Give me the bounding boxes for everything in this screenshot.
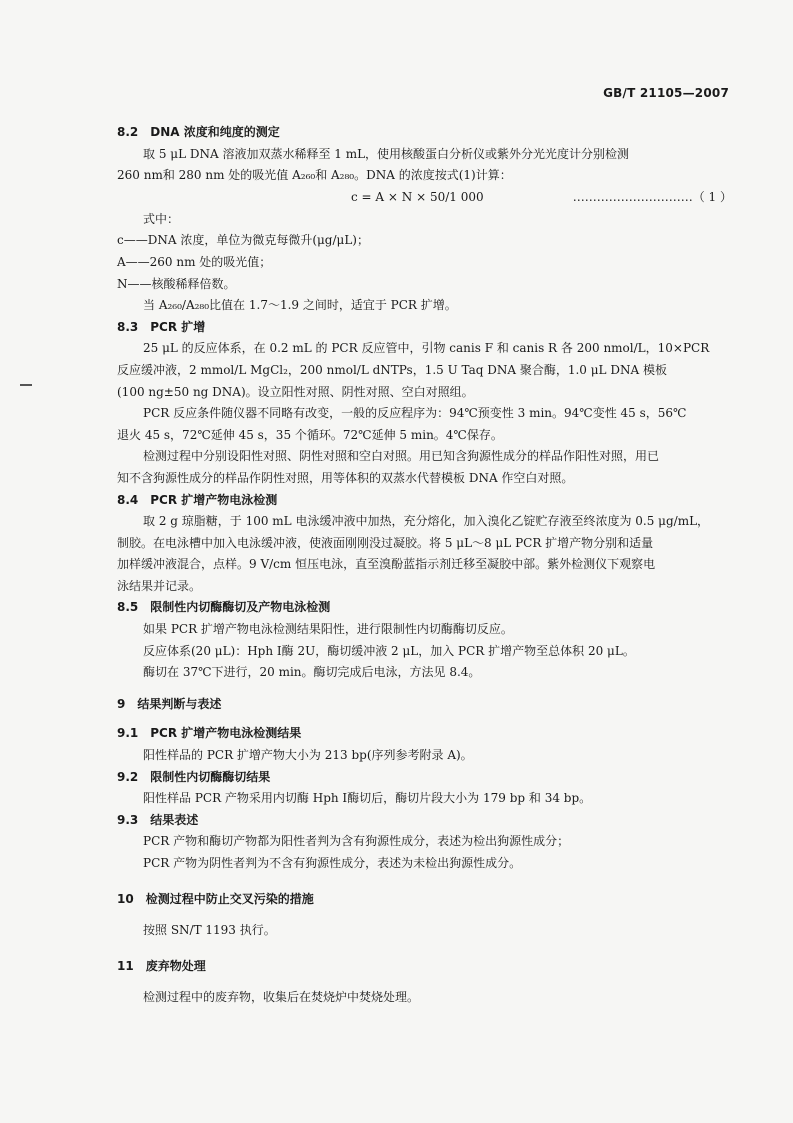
paragraph: PCR 产物和酶切产物都为阳性者判为含有狗源性成分，表述为检出狗源性成分； bbox=[143, 834, 570, 849]
paragraph: 知不含狗源性成分的样品作阴性对照，用等体积的双蒸水代替模板 DNA 作空白对照。 bbox=[117, 470, 574, 485]
paragraph: 阳性样品 PCR 产物采用内切酶 Hph Ⅰ酶切后，酶切片段大小为 179 bp 和 34 bp。 bbox=[143, 791, 592, 806]
paragraph: 加样缓冲液混合，点样。9 V/cm 恒压电泳，直至溴酚蓝指示剂迁移至凝胶中部。紫外检测仪下观察电 bbox=[117, 557, 656, 572]
formula: c = A × N × 50/1 000 bbox=[351, 189, 484, 204]
section-heading-11: 11 废弃物处理 bbox=[117, 958, 206, 973]
paragraph: 按照 SN/T 1193 执行。 bbox=[143, 923, 276, 938]
section-heading-8-2: 8.2 DNA 浓度和纯度的测定 bbox=[117, 125, 280, 139]
section-heading-9: 9 结果判断与表述 bbox=[117, 696, 222, 711]
formula-row bbox=[117, 187, 732, 209]
definition: A——260 nm 处的吸光值； bbox=[117, 254, 272, 269]
paragraph: 检测过程中的废弃物，收集后在焚烧炉中焚烧处理。 bbox=[143, 990, 420, 1005]
paragraph: 检测过程中分别设阳性对照、阴性对照和空白对照。用已知含狗源性成分的样品作阳性对照，用已 bbox=[143, 449, 660, 464]
paragraph: 阳性样品的 PCR 扩增产物大小为 213 bp(序列参考附录 A)。 bbox=[143, 748, 473, 763]
paragraph: 取 2 g 琼脂糖，于 100 mL 电泳缓冲液中加热，充分熔化，加入溴化乙锭贮存液至终浓度为 0.5 μg/mL， bbox=[143, 514, 710, 529]
section-heading-9-1: 9.1 PCR 扩增产物电泳检测结果 bbox=[117, 726, 302, 741]
paragraph: 制胶。在电泳槽中加入电泳缓冲液，使液面刚刚没过凝胶。将 5 μL～8 μL PCR 扩增产物分别和适量 bbox=[117, 535, 654, 550]
paragraph: 260 nm和 280 nm 处的吸光值 A₂₆₀和 A₂₈₀。DNA 的浓度按式(1)计算： bbox=[117, 168, 512, 183]
formula-number: …………………………（ 1 ） bbox=[572, 189, 732, 204]
paragraph: PCR 反应条件随仪器不同略有改变，一般的反应程序为：94℃预变性 3 min。94℃变性 45 s，56℃ bbox=[143, 406, 687, 421]
paragraph: 反应体系(20 μL)：Hph Ⅰ酶 2U，酶切缓冲液 2 μL，加入 PCR 扩增产物至总体积 20 μL。 bbox=[143, 643, 635, 658]
paragraph: 酶切在 37℃下进行，20 min。酶切完成后电泳，方法见 8.4。 bbox=[143, 665, 481, 680]
standard-number: GB/T 21105—2007 bbox=[603, 86, 729, 100]
section-heading-9-2: 9.2 限制性内切酶酶切结果 bbox=[117, 769, 271, 784]
section-heading-8-5: 8.5 限制性内切酶酶切及产物电泳检测 bbox=[117, 600, 331, 615]
margin-mark bbox=[20, 384, 32, 386]
paragraph: 泳结果并记录。 bbox=[117, 578, 202, 593]
paragraph: PCR 产物为阴性者判为不含有狗源性成分，表述为未检出狗源性成分。 bbox=[143, 856, 522, 870]
section-heading-10: 10 检测过程中防止交叉污染的措施 bbox=[117, 891, 314, 906]
paragraph: 如果 PCR 扩增产物电泳检测结果阳性，进行限制性内切酶酶切反应。 bbox=[143, 622, 513, 637]
paragraph: 退火 45 s，72℃延伸 45 s，35 个循环。72℃延伸 5 min。4℃保存。 bbox=[117, 427, 503, 442]
section-heading-8-4: 8.4 PCR 扩增产物电泳检测 bbox=[117, 492, 278, 507]
paragraph: 取 5 μL DNA 溶液加双蒸水稀释至 1 mL，使用核酸蛋白分析仪或紫外分光光度计分别检测 bbox=[143, 146, 630, 161]
definition: c——DNA 浓度，单位为微克每微升(μg/μL)； bbox=[117, 233, 369, 248]
section-heading-8-3: 8.3 PCR 扩增 bbox=[117, 319, 206, 334]
definition: N——核酸稀释倍数。 bbox=[117, 276, 236, 291]
where-label: 式中： bbox=[143, 211, 180, 226]
document-body bbox=[117, 122, 732, 1009]
paragraph: 反应缓冲液，2 mmol/L MgCl₂，200 nmol/L dNTPs，1.5 U Taq DNA 聚合酶，1.0 μL DNA 模板 bbox=[117, 362, 667, 377]
section-heading-9-3: 9.3 结果表述 bbox=[117, 812, 199, 827]
paragraph: 25 μL 的反应体系，在 0.2 mL 的 PCR 反应管中，引物 canis F 和 canis R 各 200 nmol/L，10×PCR bbox=[143, 341, 710, 356]
paragraph: 当 A₂₆₀/A₂₈₀比值在 1.7～1.9 之间时，适宜于 PCR 扩增。 bbox=[143, 298, 457, 313]
paragraph: (100 ng±50 ng DNA)。设立阳性对照、阴性对照、空白对照组。 bbox=[117, 384, 474, 399]
